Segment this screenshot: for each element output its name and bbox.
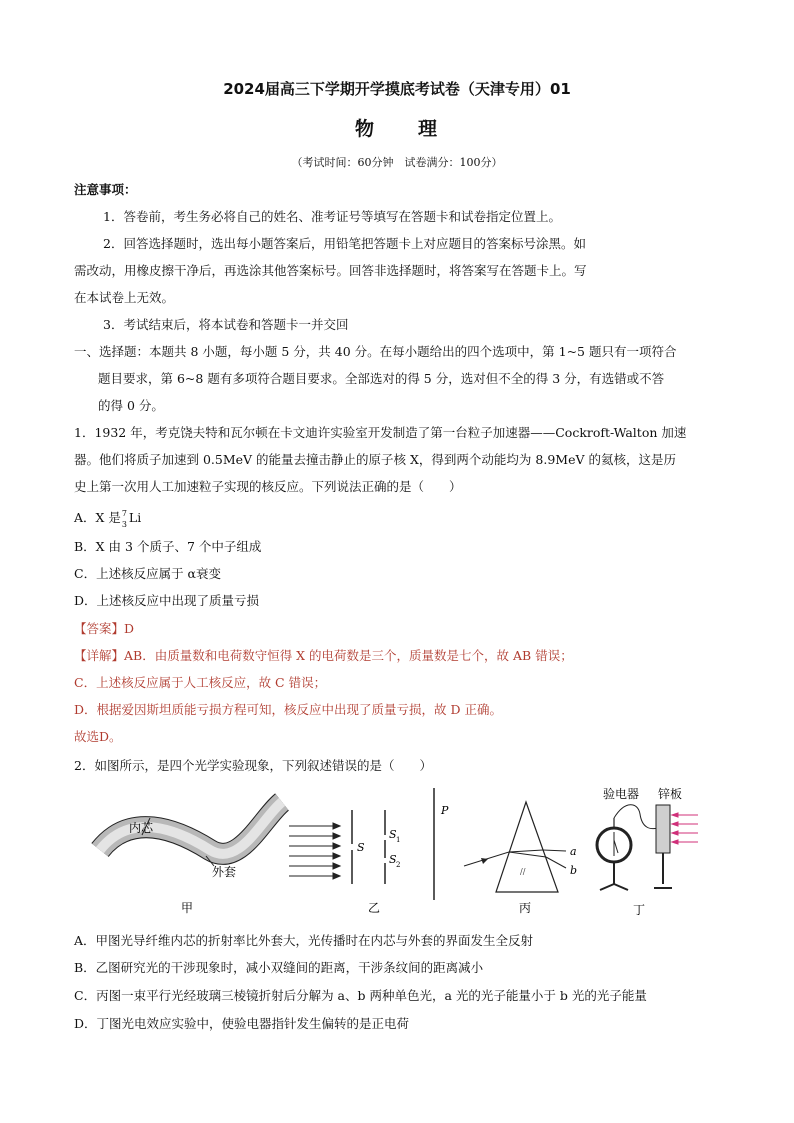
q1-option-a-prefix: A．X 是 (74, 510, 121, 525)
q1-stem-line-3: 史上第一次用人工加速粒子实现的核反应。下列说法正确的是（ ） (74, 479, 462, 494)
q1-detail-1: 【详解】AB．由质量数和电荷数守恒得 X 的电荷数是三个，质量数是七个，故 AB 错误； (74, 648, 573, 663)
q1-option-a (74, 508, 141, 528)
q1-option-d: D．上述核反应中出现了质量亏损 (74, 593, 260, 608)
q2-option-c: C．丙图一束平行光经玻璃三棱镜折射后分解为 a、b 两种单色光，a 光的光子能量小于 b 光的光子能量 (74, 988, 647, 1003)
q1-stem-line-2: 器。他们将质子加速到 0.5MeV 的能量去撞击静止的原子核 X，得到两个动能均为 8.9MeV 的氦核，这是历 (74, 452, 676, 467)
exam-title: 2024届高三下学期开学摸底考试卷（天津专用）01 (223, 80, 571, 98)
section-1-line-3: 的得 0 分。 (98, 398, 164, 413)
q1-detail-2: C．上述核反应属于人工核反应，故 C 错误； (74, 675, 327, 690)
section-1-line-2: 题目要求，第 6~8 题有多项符合题目要求。全部选对的得 5 分，选对但不全的得 3 分，有选错或不答 (98, 371, 665, 386)
fiber-cladding-label: 外套 (212, 865, 237, 879)
fig-label-ding: 丁 (633, 903, 646, 917)
q1-option-b: B．X 由 3 个质子、7 个中子组成 (74, 539, 262, 554)
svg-text://: // (520, 867, 526, 876)
slit-s2-subscript: 2 (396, 861, 401, 869)
ray-a-label: a (570, 845, 577, 858)
q1-detail-3: D．根据爱因斯坦质能亏损方程可知，核反应中出现了质量亏损，故 D 正确。 (74, 702, 502, 717)
slit-s1-subscript: 1 (396, 836, 401, 844)
q2-option-b: B．乙图研究光的干涉现象时，减小双缝间的距离，干涉条纹间的距离减小 (74, 960, 484, 975)
q1-answer: 【答案】D (74, 621, 135, 636)
q2-stem: 2．如图所示，是四个光学实验现象，下列叙述错误的是（ ） (74, 758, 432, 773)
q1-option-a-atomic-number: 3 (121, 520, 127, 529)
q2-option-d: D．丁图光电效应实验中，使验电器指针发生偏转的是正电荷 (74, 1016, 410, 1031)
slit-s-label: S (357, 841, 365, 854)
q2-optics-figure (0, 780, 794, 925)
q1-stem-line-1: 1．1932 年，考克饶夫特和瓦尔顿在卡文迪许实验室开发制造了第一台粒子加速器——Cockroft-Walton 加速 (74, 425, 687, 440)
q1-option-c: C．上述核反应属于 α衰变 (74, 566, 221, 581)
notice-item-1: 1．答卷前，考生务必将自己的姓名、准考证号等填写在答题卡和试卷指定位置上。 (103, 209, 561, 224)
q1-option-a-symbol: Li (128, 510, 142, 525)
section-1-line-1: 一、选择题：本题共 8 小题，每小题 5 分，共 40 分。在每小题给出的四个选项中，第 1~5 题只有一项符合 (74, 344, 677, 359)
zinc-plate-icon (656, 805, 670, 853)
slit-s1-label: S (389, 828, 397, 841)
notice-heading: 注意事项： (74, 182, 137, 197)
slit-s2-label: S (389, 853, 397, 866)
q2-option-a: A．甲图光导纤维内芯的折射率比外套大，光传播时在内芯与外套的界面发生全反射 (74, 933, 534, 948)
prism-outline (496, 802, 558, 892)
q1-conclusion: 故选D。 (74, 729, 122, 744)
q1-option-a-mass-number: 7 (121, 509, 127, 518)
uv-light-arrows (672, 813, 698, 844)
notice-item-3: 3．考试结束后，将本试卷和答题卡一并交回 (103, 317, 349, 332)
fig-label-yi: 乙 (368, 901, 381, 915)
fig-label-jia: 甲 (181, 901, 194, 915)
zinc-plate-label: 锌板 (658, 787, 683, 801)
double-slit-diagram (289, 788, 449, 915)
incident-light-arrows (289, 823, 340, 879)
electroscope-label: 验电器 (603, 787, 640, 801)
prism-diagram (464, 802, 577, 915)
q1-option-a-nuclide-scripts (121, 508, 129, 528)
notice-item-2-line-1: 2．回答选择题时，选出每小题答案后，用铅笔把答题卡上对应题目的答案标号涂黑。如 (103, 236, 586, 251)
notice-item-2-line-3: 在本试卷上无效。 (74, 290, 175, 305)
photoelectric-diagram (597, 786, 698, 917)
ray-b-label: b (570, 864, 578, 877)
fig-label-bing: 丙 (519, 901, 532, 915)
exam-info: （考试时间：60分钟 试卷满分：100分） (291, 156, 503, 169)
fiber-diagram (100, 802, 282, 915)
fiber-core-label: 内芯 (129, 821, 154, 835)
subject-title: 物 理 (354, 118, 439, 140)
notice-item-2-line-2: 需改动，用橡皮擦干净后，再选涂其他答案标号。回答非选择题时，将答案写在答题卡上。写 (74, 263, 587, 278)
screen-p-label: P (441, 804, 449, 817)
